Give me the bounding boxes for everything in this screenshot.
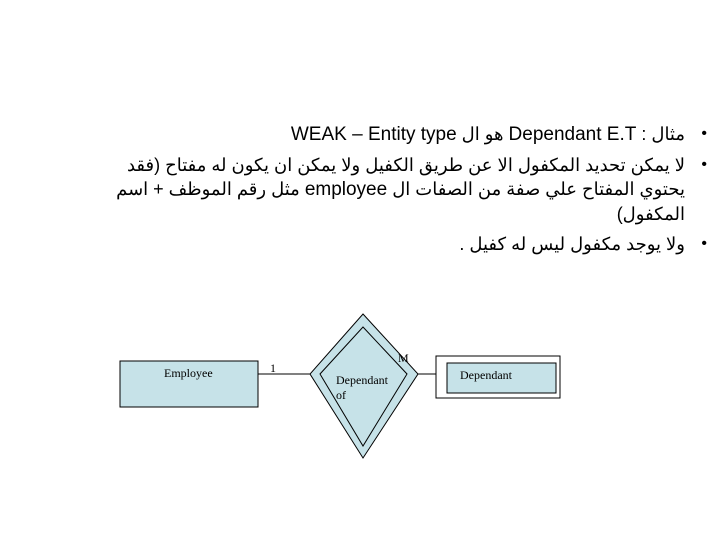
bullet-2-line2c: مثل رقم الموظف + اسم	[116, 179, 305, 199]
employee-entity-label: Employee	[164, 366, 213, 380]
bullet-1-part1: مثال :	[636, 124, 685, 144]
relationship-label-line2: of	[336, 388, 346, 402]
bullet-dot: •	[701, 125, 707, 142]
relationship-label-line1: Dependant	[336, 373, 388, 387]
bullet-dot: •	[701, 156, 707, 173]
bullet-1-part3: هو ال	[456, 124, 509, 144]
bullet-1-part2: Dependant E.T	[508, 124, 637, 145]
weak-entity-label: Dependant	[460, 368, 512, 382]
bullet-2-line2a: يحتوي المفتاح علي صفة من الصفات ال	[387, 179, 685, 199]
bullet-2-line1: لا يمكن تحديد المكفول الا عن طريق الكفيل ولا يمكن ان يكون له مفتاح (فقد	[126, 155, 685, 175]
bullet-2-line2b: employee	[304, 179, 388, 200]
cardinality-many: M	[398, 351, 409, 365]
cardinality-one: 1	[270, 361, 276, 375]
bullet-1-part4: WEAK – Entity type	[290, 124, 457, 145]
bullet-3-text: ولا يوجد مكفول ليس له كفيل .	[459, 234, 685, 254]
bullet-2-line3: المكفول)	[616, 204, 685, 224]
bullet-dot: •	[701, 235, 707, 252]
